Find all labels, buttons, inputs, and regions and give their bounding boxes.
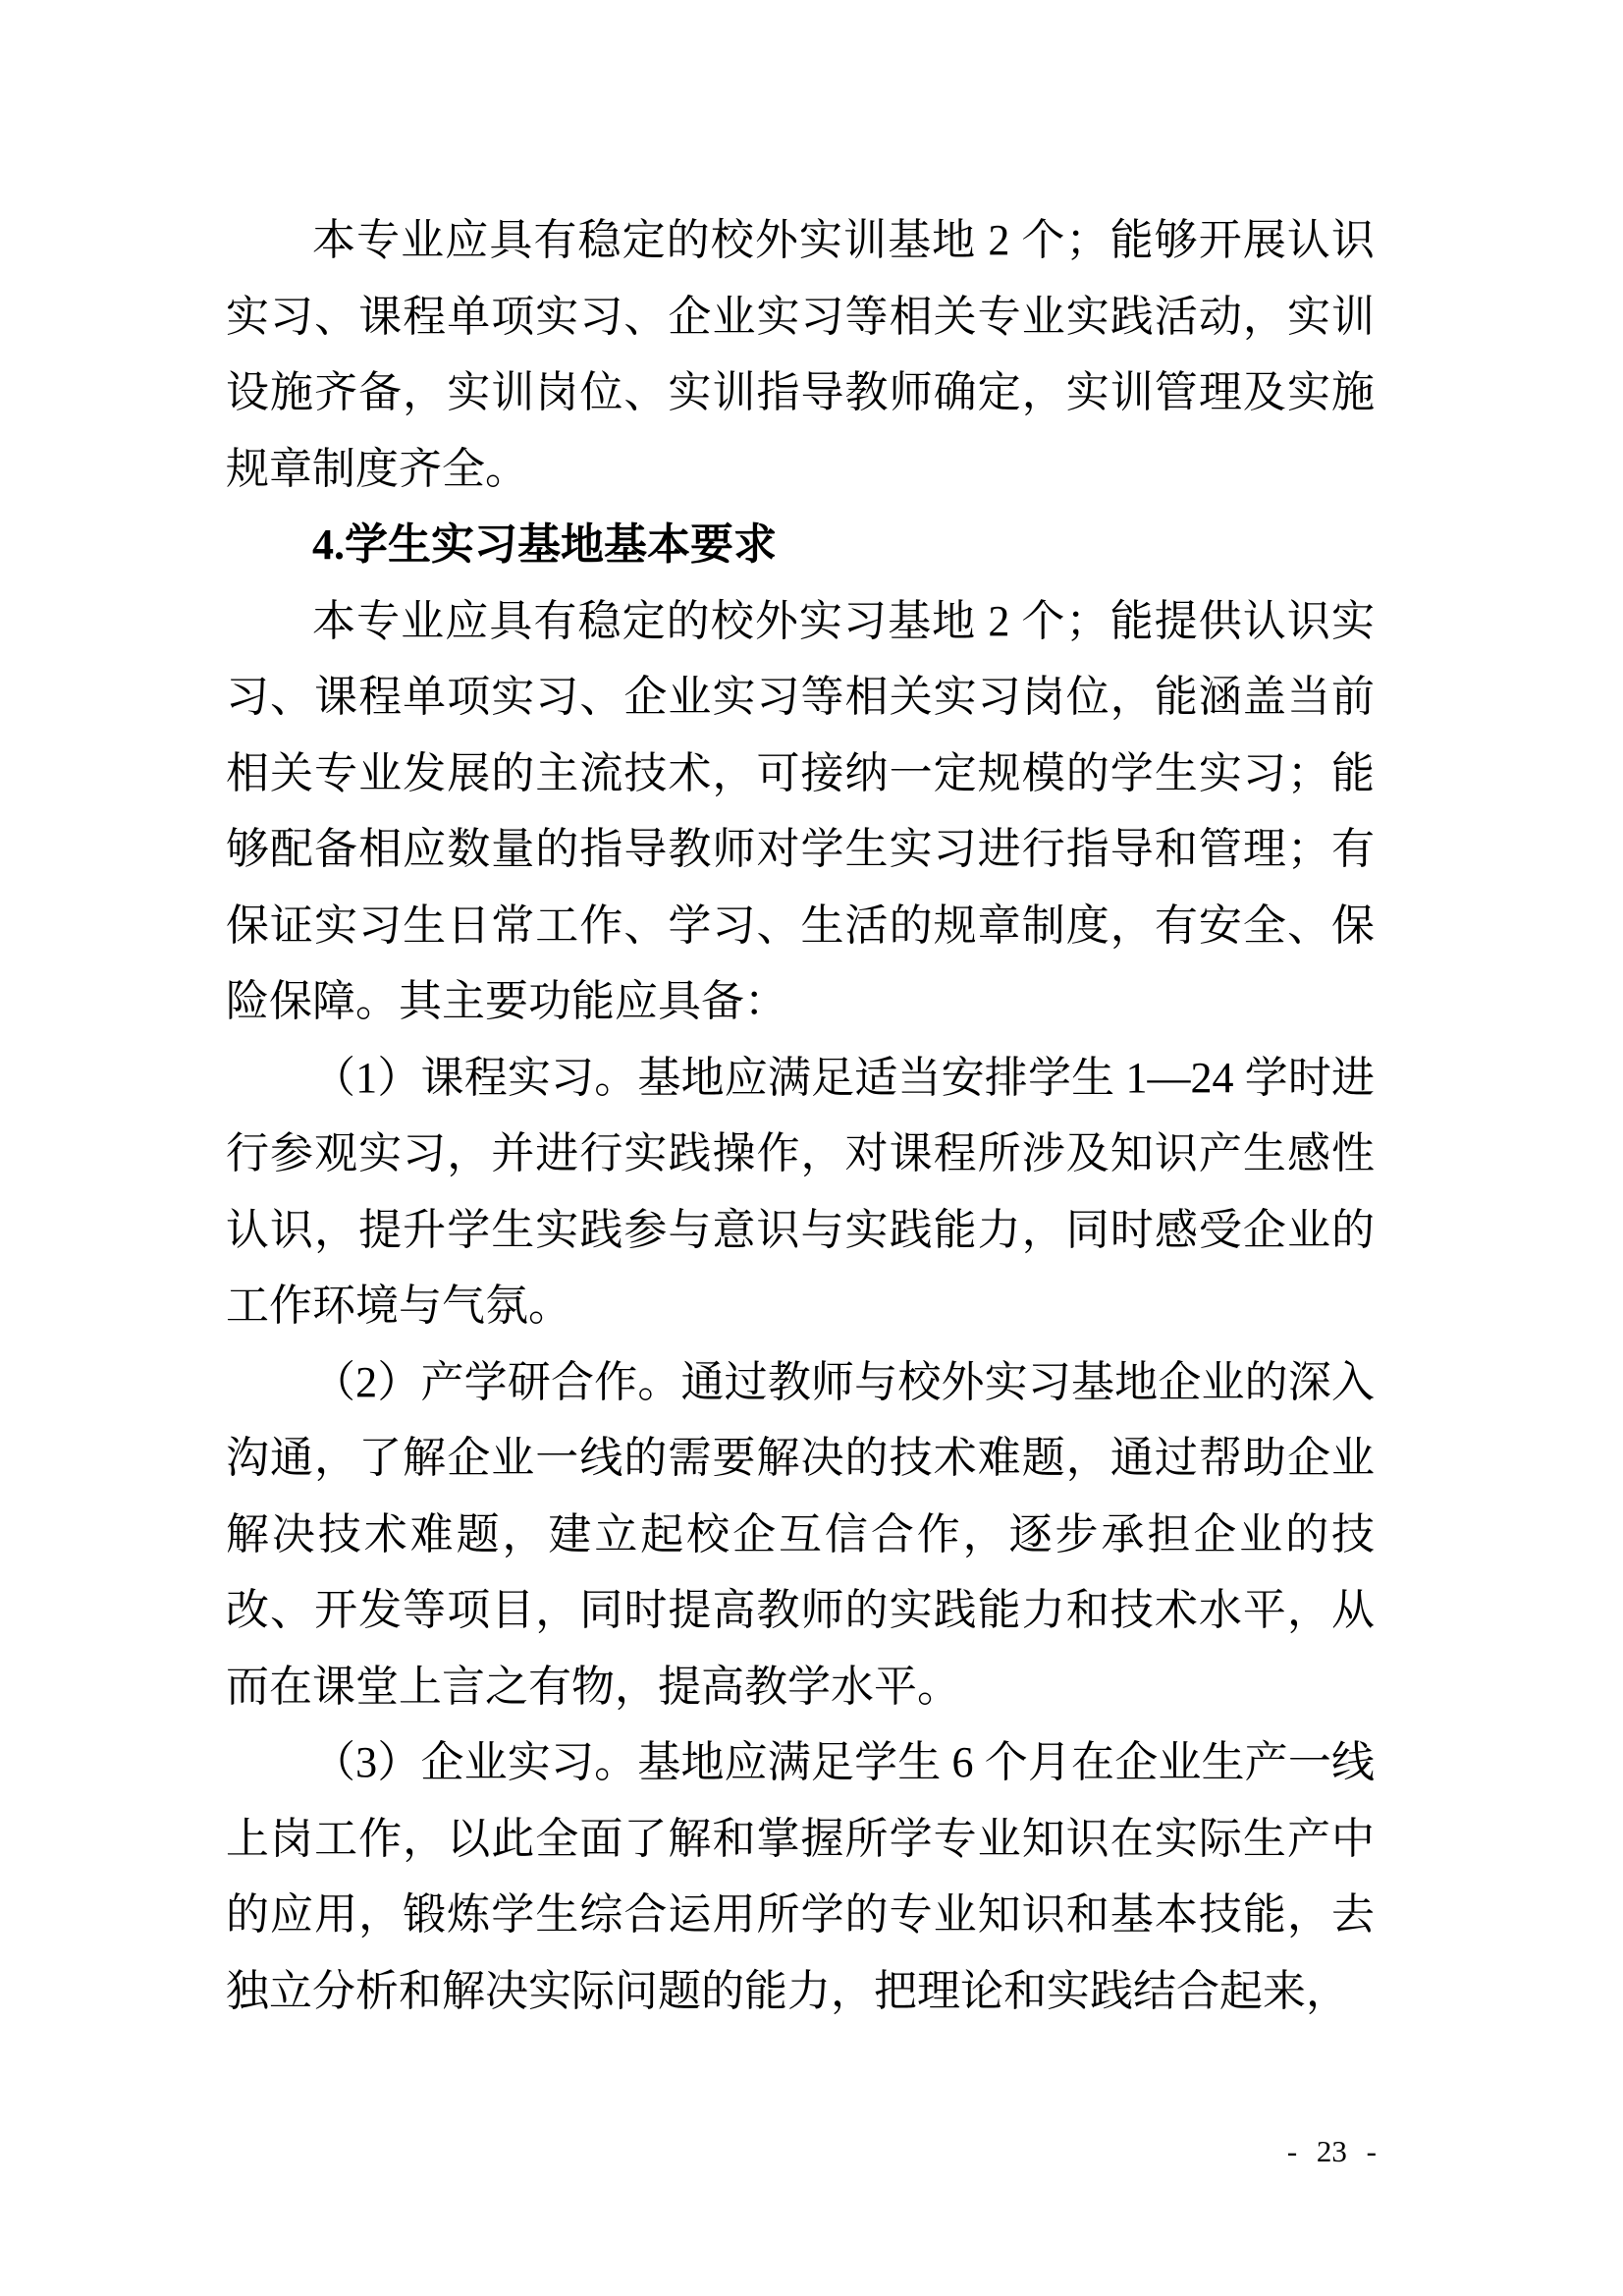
body-paragraph: 本专业应具有稳定的校外实训基地 2 个；能够开展认识实习、课程单项实习、企业实习等相关专业实践活动，实训设施齐备，实训岗位、实训指导教师确定，实训管理及实施规章制度齐全。 xyxy=(226,216,1375,493)
page-footer xyxy=(226,2133,1377,2169)
page-number: - 23 - xyxy=(1286,2134,1377,2168)
section-heading: 4.学生实习基地基本要求 xyxy=(312,520,777,569)
body-paragraph: （3）企业实习。基地应满足学生 6 个月在企业生产一线上岗工作，以此全面了解和掌握所学专业知识在实际生产中的应用，锻炼学生综合运用所学的专业知识和基本技能，去独立分析和解决实际问题的能力，把理论和实践结合起来， xyxy=(226,1738,1375,2015)
body-paragraph: 本专业应具有稳定的校外实习基地 2 个；能提供认识实习、课程单项实习、企业实习等相关实习岗位，能涵盖当前相关专业发展的主流技术，可接纳一定规模的学生实习；能够配备相应数量的指导教师对学生实习进行指导和管理；有保证实习生日常工作、学习、生活的规章制度，有安全、保险保障。其主要功能应具备： xyxy=(226,596,1375,1025)
body-paragraph: （1）课程实习。基地应满足适当安排学生 1—24 学时进行参观实习，并进行实践操作，对课程所涉及知识产生感性认识，提升学生实践参与意识与实践能力，同时感受企业的工作环境与气氛。 xyxy=(226,1053,1375,1330)
document-content xyxy=(226,202,1375,2029)
body-paragraph: （2）产学研合作。通过教师与校外实习基地企业的深入沟通，了解企业一线的需要解决的技术难题，通过帮助企业解决技术难题，建立起校企互信合作，逐步承担企业的技改、开发等项目，同时提高教师的实践能力和技术水平，从而在课堂上言之有物，提高教学水平。 xyxy=(226,1357,1375,1711)
